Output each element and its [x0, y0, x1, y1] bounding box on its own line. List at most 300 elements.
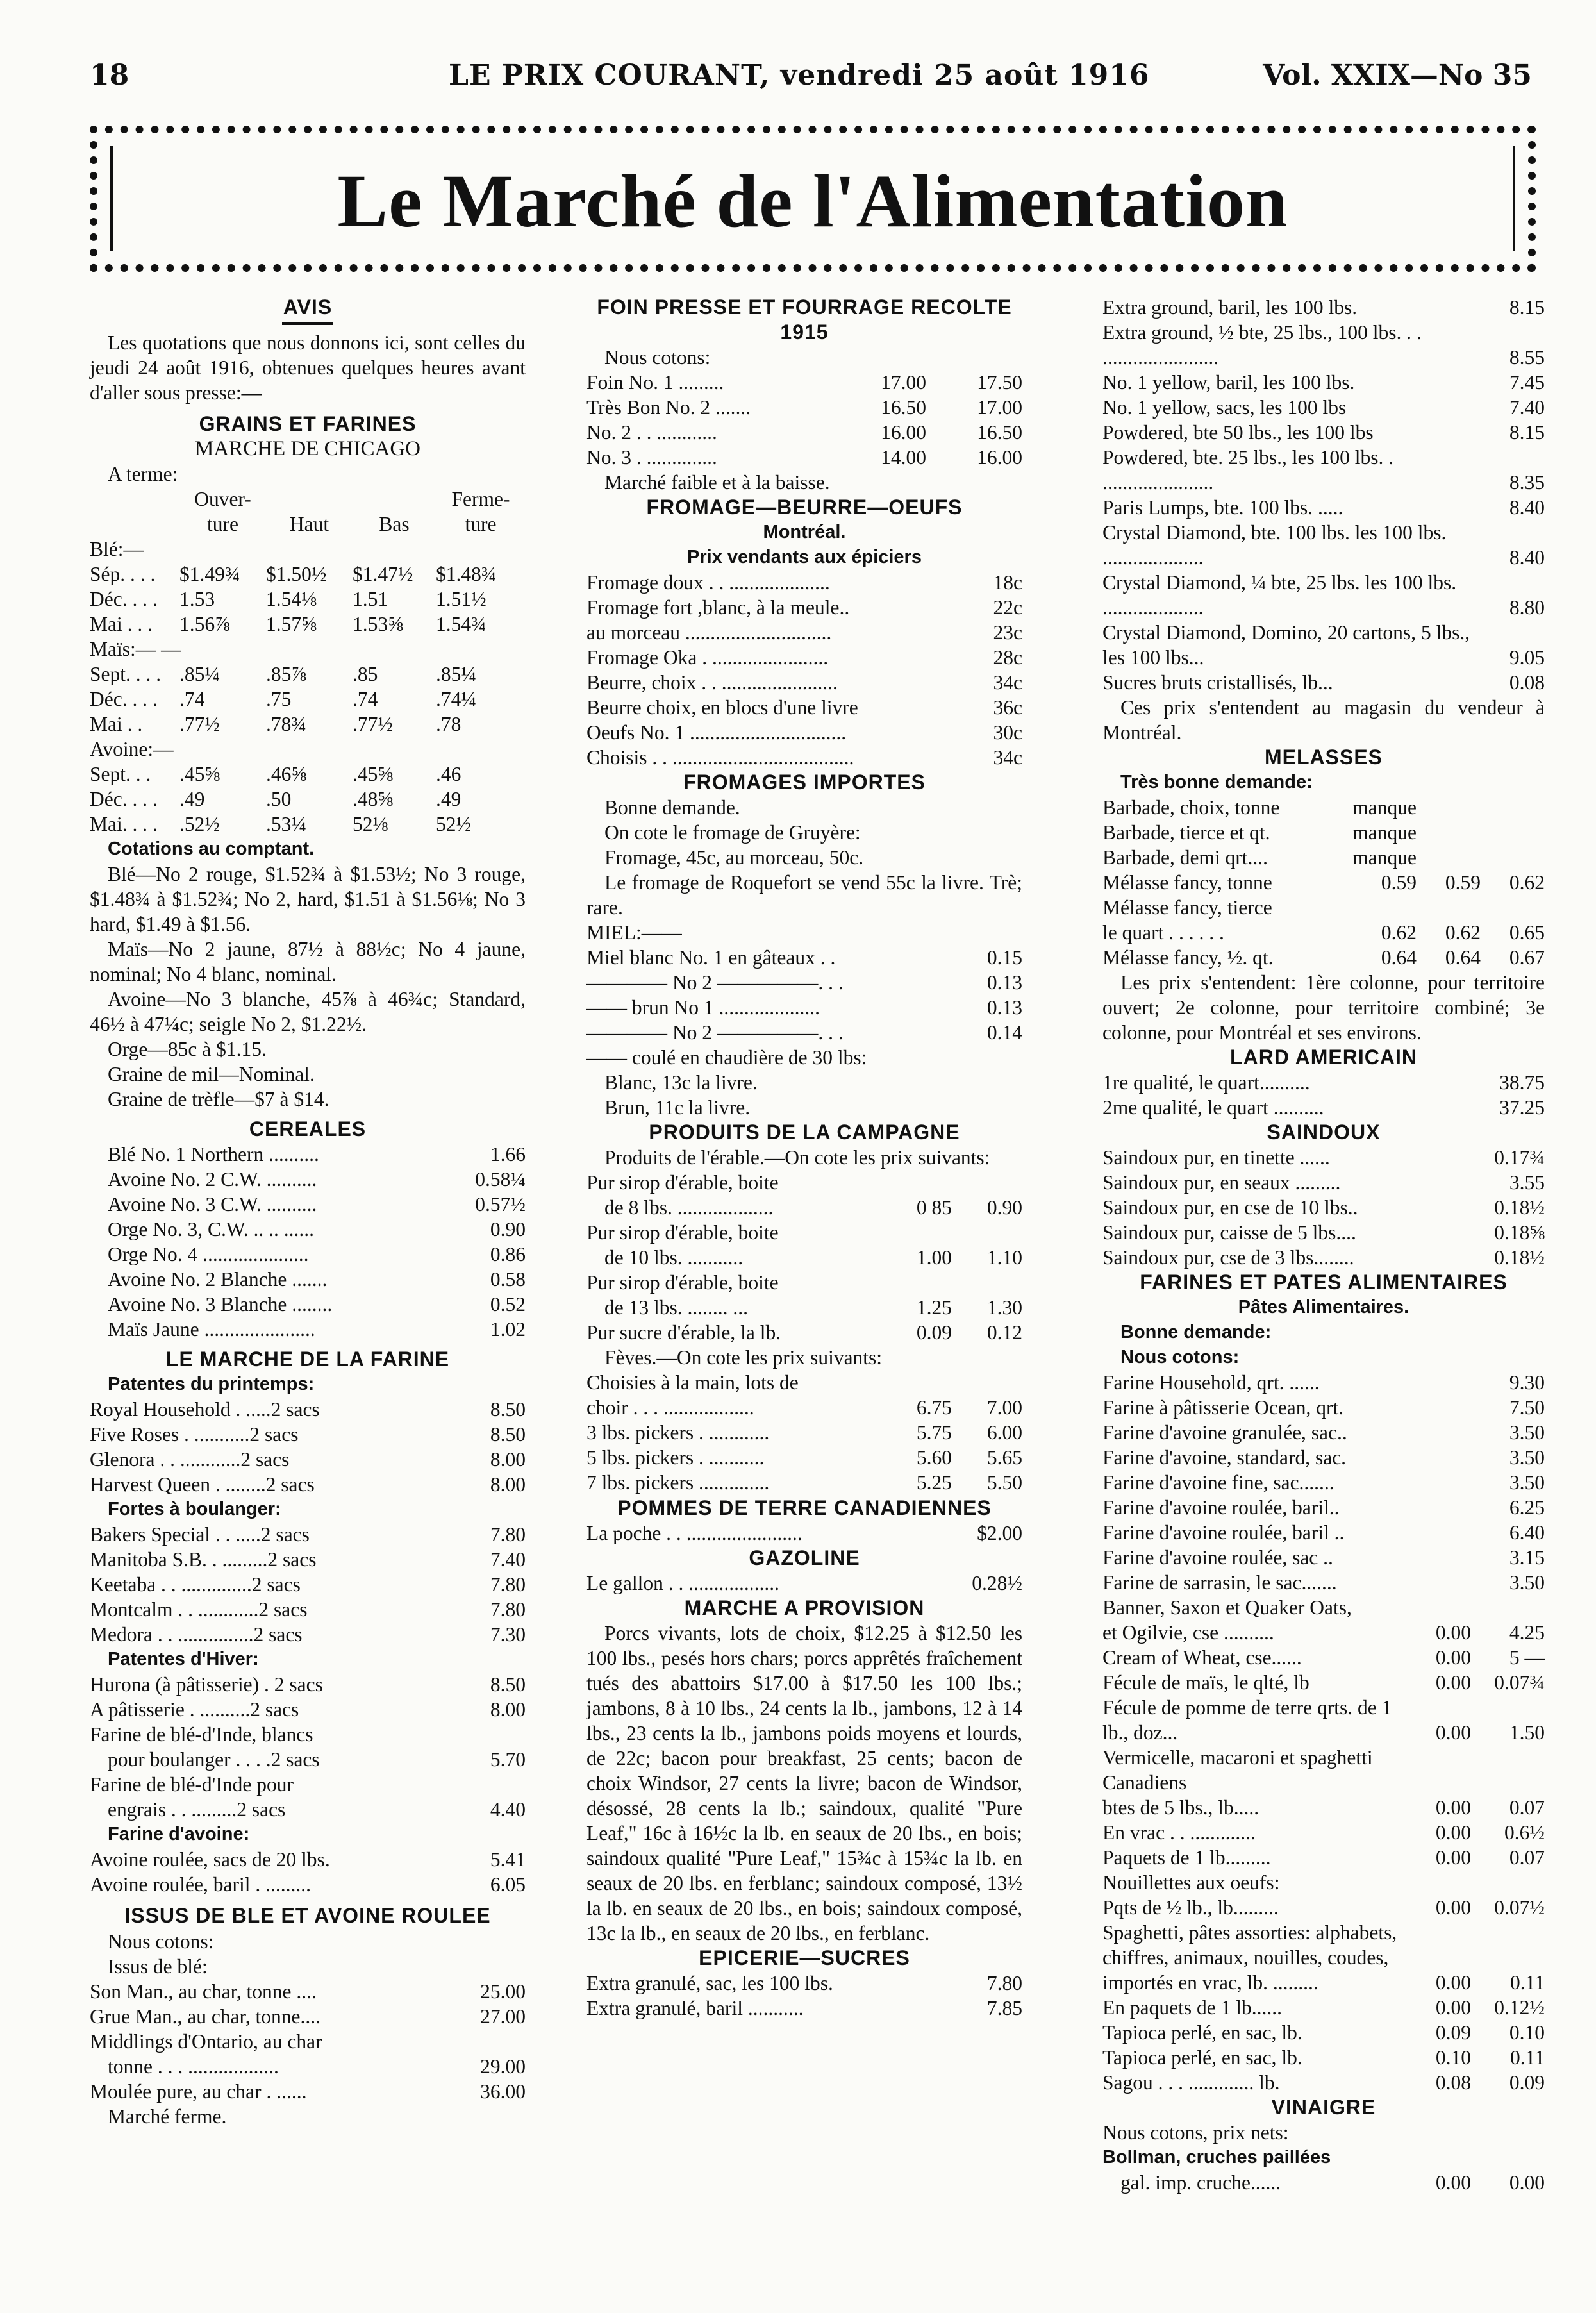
price-row	[90, 1317, 526, 1342]
item-price: 0.18½	[1494, 1246, 1545, 1269]
miel-blanc: Blanc, 13c la livre.	[604, 1071, 758, 1094]
feves-list	[586, 1395, 1022, 1495]
price-cell: 1.53	[179, 588, 215, 610]
item-label: Paquets de 1 lb.........	[1102, 1846, 1271, 1869]
item-label: Saindoux pur, caisse de 5 lbs....	[1102, 1221, 1356, 1244]
price-cell: $1.47½	[353, 563, 413, 585]
page-header	[90, 59, 1532, 104]
item-price: 8.50	[490, 1673, 526, 1696]
item-price: 0.00	[1435, 1971, 1471, 1994]
price-cell: .85	[353, 663, 378, 685]
item-price: 5.70	[490, 1748, 526, 1771]
price-row	[90, 1217, 526, 1242]
melasses-note: Les prix s'entendent: 1ère colonne, pour territoire ouvert; 2e colonne, pour territoire combiné; 3e colonne, pour Montréal et ses environs.	[1102, 971, 1545, 1044]
item-label: Nouillettes aux oeufs:	[1102, 1871, 1280, 1894]
issus-ble-label: Issus de blé:	[108, 1955, 208, 1978]
item-label: Farine d'avoine roulée, baril ..	[1102, 1521, 1345, 1544]
item-label: Foin No. 1 .........	[586, 371, 724, 394]
month-label: Déc. . . .	[90, 688, 158, 710]
item-price: 0.07¾	[1494, 1671, 1545, 1694]
item-price: 8.15	[1509, 421, 1545, 444]
item-price: 1.30	[986, 1296, 1022, 1319]
price-row	[1102, 1370, 1545, 1395]
item-price: 0.10	[1509, 2021, 1545, 2044]
sirop1-label: Pur sirop d'érable, boite	[586, 1171, 779, 1194]
grain-row	[90, 562, 526, 587]
price-row	[586, 1020, 1022, 1045]
item-label: Extra ground, baril, les 100 lbs.	[1102, 296, 1358, 319]
cotations-heading: Cotations au comptant.	[108, 839, 315, 859]
item-label: Pqts de ½ lb., lb.........	[1102, 1896, 1279, 1919]
item-label: Saindoux pur, en tinette ......	[1102, 1146, 1330, 1169]
item-label: Le gallon . . ..................	[586, 1572, 779, 1594]
montreal-heading: Montréal.	[763, 522, 846, 542]
price-cell: .74¼	[436, 688, 476, 710]
farine-avoine-list	[90, 1847, 526, 1897]
provision-heading: MARCHE A PROVISION	[684, 1596, 925, 1619]
price-row	[1102, 295, 1545, 320]
item-price: 0.00	[1435, 1896, 1471, 1919]
item-label: Vermicelle, macaroni et spaghetti Canadiens	[1102, 1746, 1373, 1794]
item-label: Barbade, demi qrt....	[1102, 846, 1268, 869]
item-price: 17.50	[977, 371, 1022, 394]
item-price: 17.00	[881, 371, 926, 394]
price-row	[586, 1470, 1022, 1495]
item-price: 6.05	[490, 1873, 526, 1896]
epicerie-heading: EPICERIE—SUCRES	[699, 1946, 910, 1969]
price-row	[586, 720, 1022, 745]
price-cell: .48⅝	[353, 788, 393, 810]
price-row	[586, 1521, 1022, 1546]
item-price	[1417, 845, 1481, 870]
title-banner	[90, 126, 1536, 272]
item-label: Farine à pâtisserie Ocean, qrt.	[1102, 1396, 1344, 1419]
price-row	[90, 1697, 526, 1722]
price-row	[90, 1797, 526, 1822]
price-row	[586, 1996, 1022, 2021]
item-price: 5 —	[1509, 1646, 1545, 1669]
item-label: Saindoux pur, en seaux .........	[1102, 1171, 1341, 1194]
item-label: Choisis . . ....................................	[586, 746, 854, 769]
price-row	[90, 1847, 526, 1872]
item-label: 1re qualité, le quart..........	[1102, 1071, 1310, 1094]
item-label: Oeufs No. 1 ...............................	[586, 721, 847, 744]
price-row	[1102, 370, 1545, 395]
price-row	[90, 1672, 526, 1697]
price-row	[1102, 320, 1545, 370]
item-label: de 13 lbs. ........ ...	[604, 1296, 748, 1319]
item-price: 0.00	[1435, 1846, 1471, 1869]
lard-heading: LARD AMERICAIN	[1230, 1046, 1417, 1069]
epicerie-list	[586, 1971, 1022, 2021]
price-cell: .45⅝	[353, 763, 393, 785]
pommes-heading: POMMES DE TERRE CANADIENNES	[617, 1496, 992, 1519]
price-row	[90, 1597, 526, 1622]
item-price: 0.11	[1510, 1971, 1545, 1994]
grain-label: Avoine:—	[90, 738, 174, 760]
item-label: Keetaba . . ..............2 sacs	[90, 1573, 301, 1596]
sucres-note: Ces prix s'entendent au magasin du vendeur à Montréal.	[1102, 696, 1545, 744]
price-row	[90, 1397, 526, 1422]
price-cell: .78¾	[266, 713, 306, 735]
item-price: 7.80	[490, 1523, 526, 1546]
importes-roquefort: Le fromage de Roquefort se vend 55c la livre. Trè; rare.	[586, 871, 1022, 919]
item-label: Farine d'avoine roulée, sac ..	[1102, 1546, 1333, 1569]
price-row	[90, 1872, 526, 1897]
item-label: Glenora . . ............2 sacs	[90, 1448, 290, 1471]
table-header-cell: ture	[465, 513, 497, 535]
price-row	[1102, 820, 1545, 845]
price-row	[586, 695, 1022, 720]
price-row	[1102, 1995, 1545, 2020]
item-price: 34c	[993, 746, 1022, 769]
cotations-ble: Blé—No 2 rouge, $1.52¾ à $1.53½; No 3 rouge, $1.48¾ à $1.52¾; No 2, hard, $1.51 à $1.56⅛; No 3 hard, $1.49 à $1.56.	[90, 863, 526, 935]
item-label: Cream of Wheat, cse......	[1102, 1646, 1302, 1669]
item-label: choir . . . ..................	[586, 1396, 754, 1419]
price-row	[1102, 1570, 1545, 1595]
price-row	[586, 670, 1022, 695]
price-row	[1102, 1620, 1545, 1645]
item-price: 5.65	[986, 1446, 1022, 1469]
month-label: Sept. . .	[90, 763, 151, 785]
prix-vendants-heading: Prix vendants aux épiciers	[687, 547, 922, 567]
grain-label: Blé:—	[90, 538, 144, 560]
price-row	[1102, 1745, 1545, 1795]
item-price: 6.25	[1509, 1496, 1545, 1519]
item-label: gal. imp. cruche......	[1120, 2171, 1281, 2194]
item-price: 7.80	[490, 1598, 526, 1621]
item-label: Extra ground, ½ bte, 25 lbs., 100 lbs. . . .......................	[1102, 321, 1422, 369]
foin-note: Marché faible et à la baisse.	[604, 471, 830, 494]
item-price: 8.00	[490, 1698, 526, 1721]
item-label: 5 lbs. pickers . ...........	[586, 1446, 765, 1469]
item-price: 30c	[993, 721, 1022, 744]
month-label: Mai . . .	[90, 613, 153, 635]
column-3	[1102, 295, 1545, 2195]
item-price: 8.15	[1509, 296, 1545, 319]
item-price: 7.80	[490, 1573, 526, 1596]
item-price: 37.25	[1499, 1096, 1545, 1119]
item-price: 4.25	[1509, 1621, 1545, 1644]
issus-nous-cotons: Nous cotons:	[108, 1930, 214, 1953]
item-price: 7.30	[490, 1623, 526, 1646]
item-label: Saindoux pur, cse de 3 lbs........	[1102, 1246, 1354, 1269]
price-row	[586, 1195, 1022, 1220]
month-label: Sép. . . .	[90, 563, 156, 585]
item-price: 1.50	[1509, 1721, 1545, 1744]
cotations-avoine: Avoine—No 3 blanche, 45⅞ à 46¾c; Standard, 46½ à 47¼c; seigle No 2, $1.22½.	[90, 988, 526, 1035]
item-label: btes de 5 lbs., lb.....	[1102, 1796, 1259, 1819]
table-header-cell	[266, 487, 353, 512]
item-price: 0.08	[1509, 671, 1545, 694]
hiver-list	[90, 1672, 526, 1722]
table-header-cell	[90, 487, 179, 512]
item-price: 9.30	[1509, 1371, 1545, 1394]
month-label: Mai. . . .	[90, 813, 158, 835]
price-row	[1102, 1920, 1545, 1995]
item-price: 7.80	[986, 1972, 1022, 1994]
item-price: 7.40	[490, 1548, 526, 1571]
price-cell: 1.56⅞	[179, 613, 230, 635]
lard-list	[1102, 1070, 1545, 1120]
item-price: $2.00	[977, 1522, 1022, 1544]
item-label: Pur sucre d'érable, la lb.	[586, 1321, 781, 1344]
item-price: 0.65	[1509, 921, 1545, 944]
price-row	[586, 1320, 1022, 1345]
item-price: 0.00	[1435, 1996, 1471, 2019]
item-label: Crystal Diamond, ¼ bte, 25 lbs. les 100 lbs. ....................	[1102, 571, 1457, 619]
item-label: Barbade, choix, tonne	[1102, 796, 1280, 819]
price-cell: .46⅝	[266, 763, 306, 785]
item-price: 0.62	[1509, 871, 1545, 894]
item-price: 38.75	[1499, 1071, 1545, 1094]
gazoline-heading: GAZOLINE	[749, 1546, 860, 1569]
price-row	[1102, 2170, 1545, 2195]
price-row	[1102, 1795, 1545, 1820]
item-label: 2me qualité, le quart ..........	[1102, 1096, 1324, 1119]
feves-label: Choisies à la main, lots de	[586, 1371, 799, 1394]
item-price: 29.00	[480, 2055, 526, 2078]
price-row	[586, 1395, 1022, 1420]
item-price: 0.59	[1445, 871, 1481, 894]
item-price: 0.00	[1509, 2171, 1545, 2194]
grain-label: Maïs:— —	[90, 638, 181, 660]
item-label: Extra granulé, baril ...........	[586, 1997, 804, 2019]
fromage-heading: FROMAGE—BEURRE—OEUFS	[646, 496, 963, 519]
vinaigre-heading: VINAIGRE	[1271, 2096, 1376, 2119]
price-row	[1102, 870, 1545, 895]
item-price: 8.55	[1509, 346, 1545, 369]
price-cell: 52⅛	[353, 813, 388, 835]
item-label: de 10 lbs. ...........	[604, 1246, 744, 1269]
hiver-heading: Patentes d'Hiver:	[108, 1649, 259, 1669]
item-label: No. 3 . ..............	[586, 446, 717, 469]
price-row	[1102, 570, 1545, 620]
table-header-cell: Ouver-	[194, 488, 251, 510]
price-cell: 52½	[436, 813, 472, 835]
item-price: 0.58	[490, 1268, 526, 1290]
item-price: 0.14	[986, 1021, 1022, 1044]
item-label: En vrac . . .............	[1102, 1821, 1256, 1844]
item-price: 23c	[993, 621, 1022, 644]
price-row	[1102, 795, 1545, 820]
item-price: 1.10	[986, 1246, 1022, 1269]
cereales-list	[90, 1142, 526, 1342]
price-cell: .45⅝	[179, 763, 220, 785]
item-label: ———— No 2 —————. . .	[586, 971, 844, 994]
item-label: No. 2 . . ............	[586, 421, 717, 444]
provision-text: Porcs vivants, lots de choix, $12.25 à $12.50 les 100 lbs., pesés hors chars; porcs apprêtés fraîchement tués des abattoirs $17.00 à $17.50 les 100 lbs.; jambons, 8 à 10 lbs., 24 cents la lb., jambons, 12 à 14 lbs., 23 cents la lb., jambons poids moyens et lourds, de 22c; bacon pour breakfast, 25 cents; bacon de choix Windsor, 27 cents la livre; bacon de Windsor, désossé, 28 cents la lb.; saindoux, qualité "Pure Leaf," 16c à 16½c la lb. en seaux de 20 lbs., en bois; saindoux qualité "Pure Leaf," 15¾c à 15¾c la lb. en seaux de 20 lbs. en ferblanc; saindoux composé, 13½ la lb. en seaux de 20 lbs., en bois; saindoux composé, 13c la lb., en seaux de 20 lbs., en ferblanc.	[586, 1622, 1022, 1944]
item-price: 7.40	[1509, 396, 1545, 419]
item-price	[1417, 795, 1481, 820]
section-title: Le Marché de l'Alimentation	[337, 159, 1288, 243]
month-label: Déc. . . .	[90, 788, 158, 810]
item-price: 8.35	[1509, 471, 1545, 494]
item-label: Fécule de maïs, le qlté, lb	[1102, 1671, 1309, 1694]
item-label: Orge No. 4 .....................	[108, 1243, 309, 1265]
grain-row	[90, 787, 526, 812]
item-price: 0.64	[1381, 946, 1417, 969]
price-row	[1102, 1145, 1545, 1170]
price-row	[90, 1522, 526, 1547]
item-label: Orge No. 3, C.W. .. .. ......	[108, 1218, 314, 1240]
cotations-mais: Maïs—No 2 jaune, 87½ à 88½c; No 4 jaune, nominal; No 4 blanc, nominal.	[90, 938, 526, 985]
melasses-heading: MELASSES	[1264, 746, 1383, 769]
tres-bonne-demande: Très bonne demande:	[1120, 772, 1313, 792]
grain-row	[90, 662, 526, 687]
item-price	[1333, 895, 1417, 920]
item-label: Barbade, tierce et qt.	[1102, 821, 1270, 844]
item-label: tonne . . . ..................	[108, 2055, 279, 2078]
month-label: Déc. . . .	[90, 588, 158, 610]
price-cell: 1.51½	[436, 588, 486, 610]
item-price: 8.50	[490, 1423, 526, 1446]
price-row	[1102, 1470, 1545, 1495]
price-row	[586, 745, 1022, 770]
table-header-cell	[90, 512, 179, 537]
item-price: 16.00	[977, 446, 1022, 469]
price-row	[90, 1242, 526, 1267]
price-row	[1102, 1595, 1545, 1620]
a-terme-label: A terme:	[108, 463, 178, 485]
price-row	[1102, 395, 1545, 420]
price-row	[1102, 2045, 1545, 2070]
price-cell: .77½	[353, 713, 393, 735]
price-row	[586, 570, 1022, 595]
volume-number: Vol. XXIX—No 35	[1263, 59, 1532, 92]
foin-nous-cotons: Nous cotons:	[604, 346, 711, 369]
price-row	[1102, 1195, 1545, 1220]
price-cell: 1.54¾	[436, 613, 486, 635]
item-price: 8.80	[1509, 596, 1545, 619]
item-label: Beurre choix, en blocs d'une livre	[586, 696, 858, 719]
item-price: 0.90	[490, 1218, 526, 1240]
item-price: 3.15	[1509, 1546, 1545, 1569]
farines-list	[1102, 1370, 1545, 2095]
item-price: 7.85	[986, 1997, 1022, 2019]
price-row	[90, 1422, 526, 1447]
patentes-list	[90, 1397, 526, 1497]
item-price: 9.05	[1509, 646, 1545, 669]
item-price: 5.75	[916, 1421, 952, 1444]
patentes-heading: Patentes du printemps:	[108, 1374, 315, 1394]
item-price: 0.64	[1445, 946, 1481, 969]
farine-ble-inde-2: Farine de blé-d'Inde pour	[90, 1773, 294, 1796]
item-price: 0.62	[1445, 921, 1481, 944]
item-label: Farine d'avoine fine, sac.......	[1102, 1471, 1334, 1494]
price-row	[586, 395, 1022, 420]
item-price: 7.00	[986, 1396, 1022, 1419]
item-price: 1.25	[916, 1296, 952, 1319]
price-row	[1102, 920, 1545, 945]
sirop2-label: Pur sirop d'érable, boite	[586, 1221, 779, 1244]
item-label: Avoine No. 3 C.W. ..........	[108, 1193, 317, 1215]
price-cell: .49	[436, 788, 461, 810]
item-price: 0.08	[1435, 2071, 1471, 2094]
price-row	[1102, 1645, 1545, 1670]
item-price: 0.18⅝	[1494, 1221, 1545, 1244]
chicago-heading: MARCHE DE CHICAGO	[194, 437, 420, 460]
item-price: 3.50	[1509, 1446, 1545, 1469]
item-label: —— brun No 1 ....................	[586, 996, 820, 1019]
item-label: Spaghetti, pâtes assorties: alphabets, chiffres, animaux, nouilles, coudes, importés en vrac, lb. .........	[1102, 1921, 1397, 1994]
price-row	[90, 1267, 526, 1292]
item-label: Grue Man., au char, tonne....	[90, 2005, 320, 2028]
item-price: 0.58¼	[475, 1168, 526, 1190]
item-label: A pâtisserie . ..........2 sacs	[90, 1698, 299, 1721]
item-price: 0.10	[1435, 2046, 1471, 2069]
item-price: 16.00	[881, 421, 926, 444]
price-row	[90, 2004, 526, 2029]
item-price: 6.40	[1509, 1521, 1545, 1544]
price-row	[586, 1445, 1022, 1470]
melasses-list	[1102, 795, 1545, 970]
item-price: 0 85	[916, 1196, 952, 1219]
item-label: Avoine No. 2 C.W. ..........	[108, 1168, 317, 1190]
item-label: engrais . . .........2 sacs	[108, 1798, 286, 1821]
item-price: 0.09	[916, 1321, 952, 1344]
price-cell: .46	[436, 763, 461, 785]
price-row	[1102, 1420, 1545, 1445]
item-price: 14.00	[881, 446, 926, 469]
price-row	[1102, 445, 1545, 495]
vinaigre-row	[1102, 2170, 1545, 2195]
bonne-demande: Bonne demande:	[1120, 1322, 1272, 1342]
campagne-heading: PRODUITS DE LA CAMPAGNE	[649, 1121, 960, 1144]
item-label: Avoine roulée, baril . .........	[90, 1873, 311, 1896]
middlings-row	[90, 2054, 526, 2079]
table-header-cell	[353, 487, 436, 512]
price-row	[90, 1572, 526, 1597]
miel-list	[586, 945, 1022, 1045]
item-price: 22c	[993, 596, 1022, 619]
item-label: Bakers Special . . .....2 sacs	[90, 1523, 310, 1546]
avis-text: Les quotations que nous donnons ici, sont celles du jeudi 24 août 1916, obtenues quelques heures avant d'aller sous presse:—	[90, 331, 526, 404]
price-row	[1102, 1895, 1545, 1920]
item-label: Paris Lumps, bte. 100 lbs. .....	[1102, 496, 1343, 519]
fromage-list	[586, 570, 1022, 770]
price-cell: .85¼	[436, 663, 476, 685]
farines-nous-cotons: Nous cotons:	[1120, 1347, 1240, 1367]
item-price: 18c	[993, 571, 1022, 594]
cereales-heading: CEREALES	[249, 1117, 367, 1140]
price-row	[586, 645, 1022, 670]
item-label: Extra granulé, sac, les 100 lbs.	[586, 1972, 833, 1994]
item-label: Mélasse fancy, ½. qt.	[1102, 946, 1274, 969]
item-label: Farine d'avoine roulée, baril..	[1102, 1496, 1340, 1519]
item-label: Farine Household, qrt. ......	[1102, 1371, 1320, 1394]
cotations-mil: Graine de mil—Nominal.	[108, 1063, 315, 1085]
item-price: 0.15	[986, 946, 1022, 969]
price-row	[1102, 2070, 1545, 2095]
item-price: 0.09	[1509, 2071, 1545, 2094]
price-row	[1102, 1395, 1545, 1420]
price-cell: .85¼	[179, 663, 220, 685]
item-price: 0.13	[986, 996, 1022, 1019]
fortes-heading: Fortes à boulanger:	[108, 1499, 281, 1519]
grain-row	[90, 687, 526, 712]
avis-rule	[282, 322, 333, 325]
item-price: 36c	[993, 696, 1022, 719]
item-label: Sagou . . . ............. lb.	[1102, 2071, 1280, 2094]
price-row	[90, 1447, 526, 1472]
item-price: 34c	[993, 671, 1022, 694]
item-price: 0.28½	[972, 1572, 1022, 1594]
grain-row	[90, 712, 526, 737]
price-row	[1102, 1695, 1545, 1745]
item-price: 0.00	[1435, 1671, 1471, 1694]
item-label: 7 lbs. pickers ..............	[586, 1471, 770, 1494]
